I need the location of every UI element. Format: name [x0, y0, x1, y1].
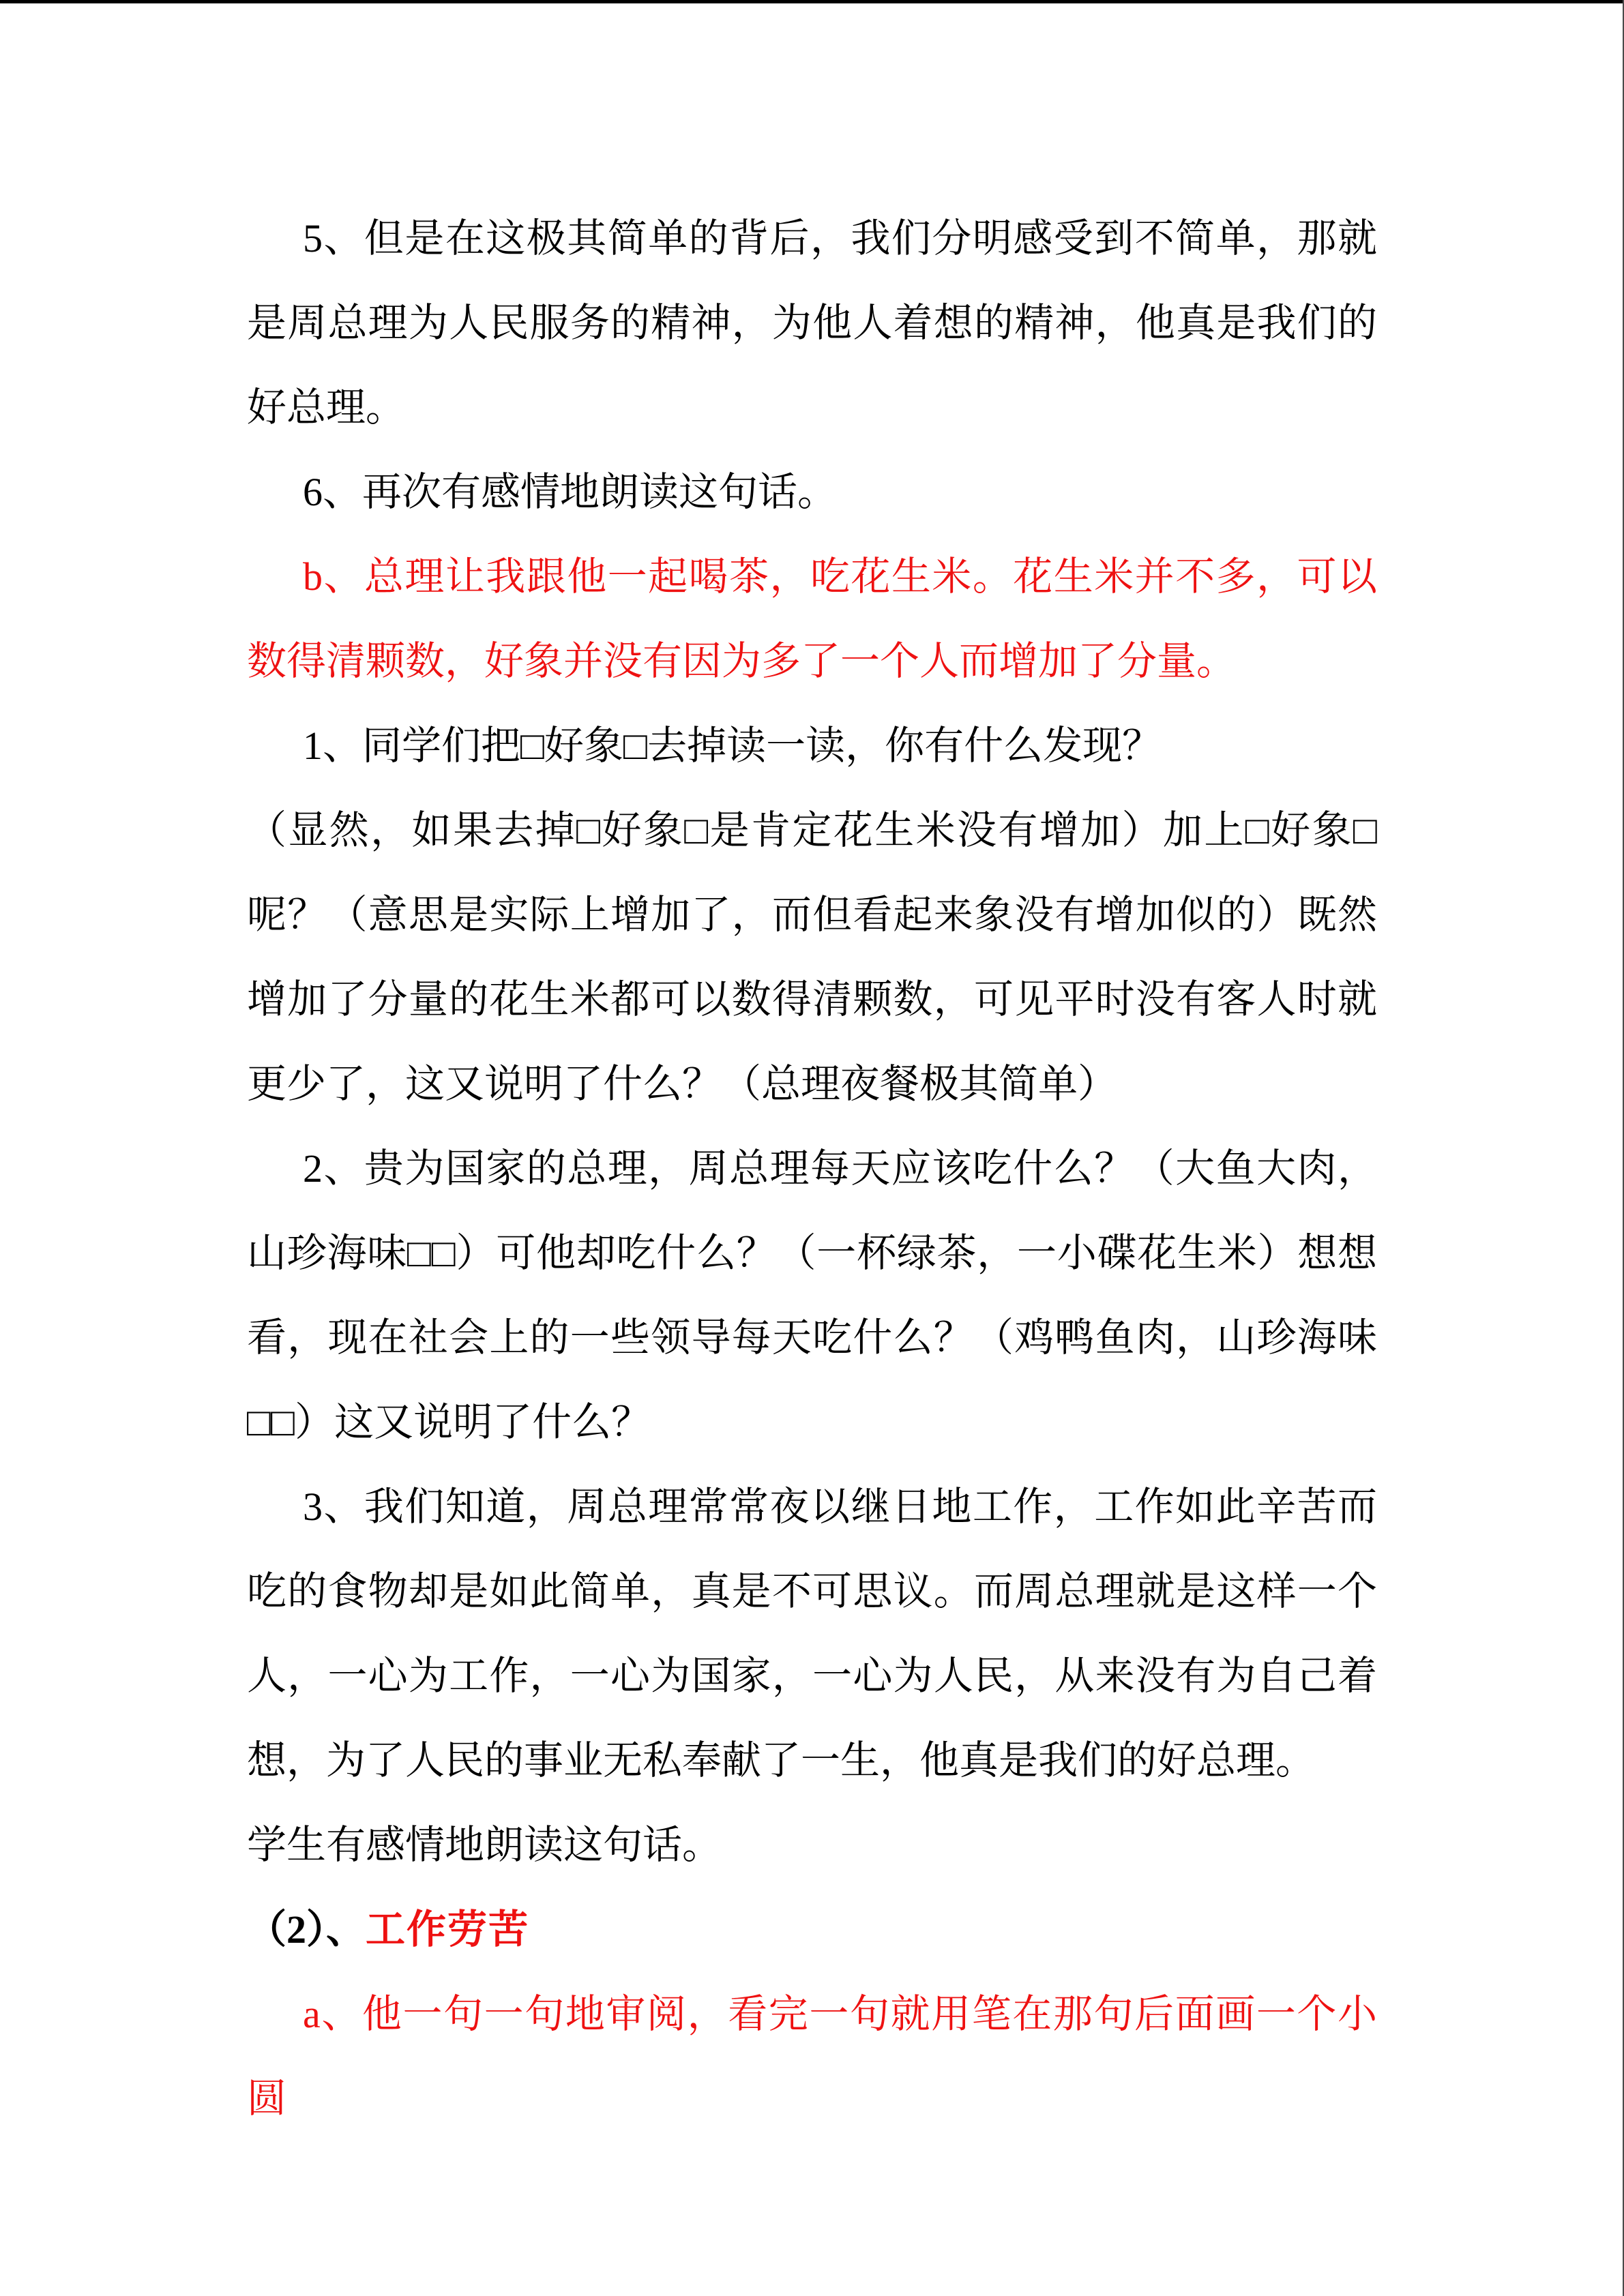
text-segment-black: 3、我们知道，周总理常常夜以继日地工作，工作如此辛苦而吃的食物却是如此简单，真是不可思议。而周总理就是这样一个人，一心为工作，一心为国家，一心为人民，从来没有为自己着想，为了人民的事业无私奉献了一生，他真是我们的好总理。	[247, 1485, 1377, 1783]
document-paragraph	[247, 1803, 1377, 1888]
text-segment-red: a、他一句一句地审阅，看完一句就用笔在那句后面画一个小圆	[247, 1992, 1377, 2121]
text-segment-red: b、总理让我跟他一起喝茶，吃花生米。花生米并不多，可以数得清颗数，好象并没有因为多了一个人而增加了分量。	[247, 554, 1377, 683]
document-paragraph	[247, 535, 1377, 704]
document-content	[247, 3, 1377, 2141]
document-paragraph	[247, 704, 1377, 788]
text-segment-red: 工作劳苦	[366, 1907, 530, 1952]
section-heading	[247, 1888, 1377, 1972]
text-segment-black: （2）、	[247, 1907, 366, 1952]
text-segment-black: 5、但是在这极其简单的背后，我们分明感受到不简单，那就是周总理为人民服务的精神，为他人着想的精神，他真是我们的好总理。	[247, 216, 1377, 430]
text-segment-black: 学生有感情地朗读这句话。	[247, 1823, 722, 1867]
document-paragraph	[247, 1465, 1377, 1803]
text-segment-black: 6、再次有感情地朗读这句话。	[303, 470, 838, 514]
document-paragraph	[247, 1972, 1377, 2141]
document-paragraph	[247, 196, 1377, 450]
document-paragraph	[247, 450, 1377, 535]
text-segment-black: 2、贵为国家的总理，周总理每天应该吃什么？（大鱼大肉，山珍海味□□）可他却吃什么？（一杯绿茶，一小碟花生米）想想看，现在社会上的一些领导每天吃什么？（鸡鸭鱼肉，山珍海味□□）这又说明了什么？	[247, 1146, 1377, 1444]
document-paragraph	[247, 1127, 1377, 1465]
text-segment-black: 1、同学们把□好象□去掉读一读，你有什么发现？	[303, 724, 1162, 768]
document-paragraph	[247, 788, 1377, 1127]
text-segment-black: （显然，如果去掉□好象□是肯定花生米没有增加）加上□好象□呢？（意思是实际上增加了，而但看起来象没有增加似的）既然增加了分量的花生米都可以数得清颗数，可见平时没有客人时就更少了，这又说明了什么？（总理夜餐极其简单）	[247, 808, 1377, 1106]
